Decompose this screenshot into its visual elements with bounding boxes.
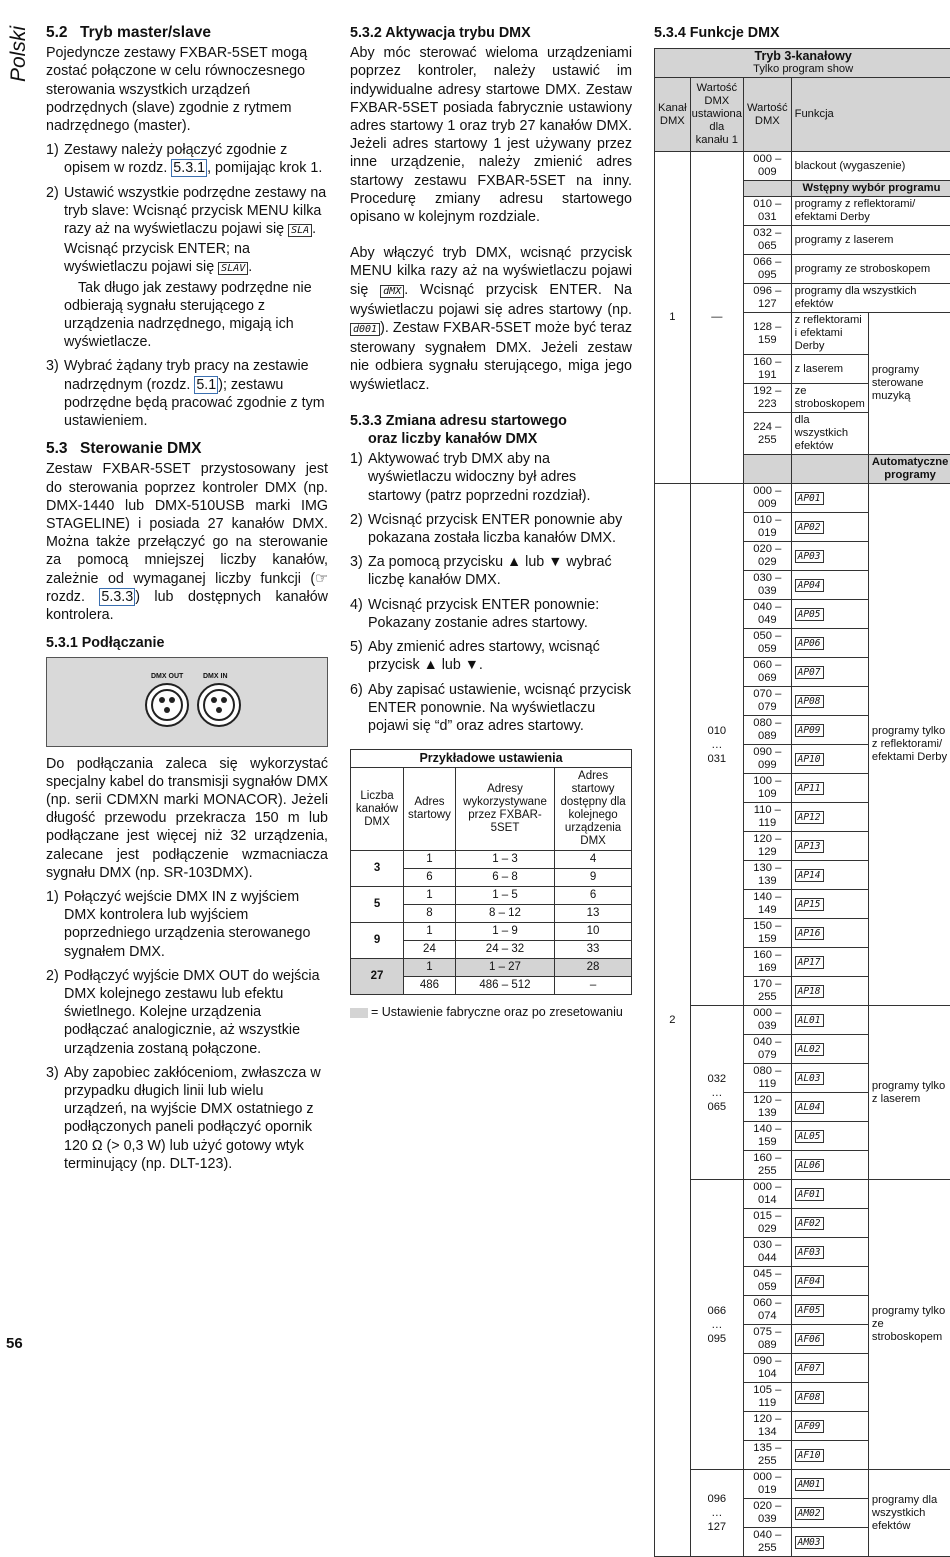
lcd-cell (791, 1151, 868, 1180)
lcd-program-display: AM03 (795, 1536, 824, 1549)
dmx-value-cell: 060 – 069 (744, 658, 792, 687)
channel-1-label: 1 (655, 152, 691, 484)
auto-programs-heading: Automatyczne programy (868, 455, 950, 484)
dmx-value-cell: 096 – 127 (744, 284, 792, 313)
dmx-value-cell: 140 – 159 (744, 1122, 792, 1151)
lcd-program-display: AP10 (795, 753, 824, 766)
dmx-value-cell: 160 – 255 (744, 1151, 792, 1180)
dmx-functions-table (654, 48, 950, 1557)
lcd-program-display: AL03 (795, 1072, 824, 1085)
example-table-header: Adres startowy dostępny dla kolejnego urządzenia DMX (555, 768, 632, 851)
lcd-program-display: AP06 (795, 637, 824, 650)
section-5-3-1-heading: 5.3.1 Podłączanie (46, 634, 328, 652)
dmx-value-cell: 000 – 009 (744, 152, 792, 181)
header-value: Wartość DMX (744, 78, 792, 152)
lcd-program-display: AF02 (795, 1217, 824, 1230)
lcd-cell (791, 774, 868, 803)
address-step: 2) Wcisnąć przycisk ENTER ponownie aby pokazana została liczba kanałów DMX. (350, 511, 632, 547)
example-table-header: Adres startowy (404, 768, 456, 851)
dmx-value-cell: 128 – 159 (744, 313, 792, 355)
lcd-program-display: AF01 (795, 1188, 824, 1201)
lcd-display-slav: SLAV (218, 262, 248, 275)
lcd-program-display: AP09 (795, 724, 824, 737)
lcd-program-display: AP16 (795, 927, 824, 940)
dmx-connector-panel (46, 657, 328, 747)
section-5-3-text: Zestaw FXBAR-5SET przystosowany jest do sterowania poprzez kontroler DMX (np. DMX-1440 lub DMX-510USB marki IMG STAGELINE) i posiada 27 kanałów DMX. Można także przełączyć go na sterowanie za pomocą mniejszej liczby kanałów, zależnie od wymaganej liczby funkcji (☞ rozdz. 5.3.3 ) lub dostępnych kanałów kontrolera. (46, 460, 328, 624)
dmx-value-cell: 066 – 095 (744, 255, 792, 284)
lcd-cell (791, 542, 868, 571)
lcd-program-display: AL02 (795, 1043, 824, 1056)
section-5-3-4-heading: 5.3.4 Funkcje DMX (654, 24, 936, 42)
dmx-value-cell: 050 – 059 (744, 629, 792, 658)
lcd-program-display: AP17 (795, 956, 824, 969)
lcd-program-display: AP18 (795, 985, 824, 998)
lcd-cell (791, 803, 868, 832)
lcd-program-display: AL05 (795, 1130, 824, 1143)
channel-1-range-cell (690, 1470, 743, 1557)
lcd-cell (791, 1180, 868, 1209)
column-2 (350, 20, 632, 1021)
lcd-cell (791, 1006, 868, 1035)
range-part: … (694, 738, 740, 752)
lcd-program-display: AM01 (795, 1478, 824, 1491)
auto-program-row (655, 1180, 950, 1209)
section-5-3-2-heading: 5.3.2 Aktywacja trybu DMX (350, 24, 632, 42)
dmx-value-cell: 160 – 191 (744, 355, 792, 384)
channel-1-range-cell (690, 1006, 743, 1180)
dmx-value-cell: 010 – 019 (744, 513, 792, 542)
lcd-cell (791, 1238, 868, 1267)
dmx-value-cell: 170 – 255 (744, 977, 792, 1006)
page-number: 56 (6, 1335, 23, 1352)
lcd-cell (791, 1470, 868, 1499)
lcd-cell (791, 1412, 868, 1441)
header-value-ch1: Wartość DMX ustawiona dla kanału 1 (690, 78, 743, 152)
example-table-cell: 486 (404, 977, 456, 995)
lcd-program-display: AP13 (795, 840, 824, 853)
dmx-value-cell: 105 – 119 (744, 1383, 792, 1412)
example-table-cell: 1 – 9 (455, 923, 554, 941)
range-part: 066 (694, 1304, 740, 1318)
function-cell: programy dla wszystkich efektów (791, 284, 950, 313)
example-table-cell: 486 – 512 (455, 977, 554, 995)
range-part: 127 (694, 1520, 740, 1534)
function-cell: programy z laserem (791, 226, 950, 255)
example-table-row (351, 851, 632, 869)
dmx-value-cell: 000 – 014 (744, 1180, 792, 1209)
dmx-in-connector-icon (197, 683, 241, 727)
lcd-cell (791, 600, 868, 629)
range-part: 095 (694, 1332, 740, 1346)
lcd-program-display: AL01 (795, 1014, 824, 1027)
section-5-3-2-p1: Aby móc sterować wieloma urządzeniami poprzez kontroler, należy ustawić im indywidualne adresy startowe DMX. Zestaw FXBAR-5SET posiada fabrycznie ustawiony adres startowy 1 oraz tryb 27 kanałów DMX. Jeżeli adres startowy 1 jest używany przez inne urządzenie, należy zmienić adres startowy zestawu FXBAR-5SET na inny. Procedurę zmiany adresu startowego opisano w kolejnym rozdziale. (350, 44, 632, 226)
channel-count-cell: 27 (351, 959, 404, 995)
lcd-program-display: AP04 (795, 579, 824, 592)
example-table-cell: 6 (555, 887, 632, 905)
channel-1-dash: — (690, 152, 743, 484)
program-group-description: programy tylko ze stroboskopem (868, 1180, 950, 1470)
dmx-value-cell: 040 – 079 (744, 1035, 792, 1064)
dmx-value-cell: 150 – 159 (744, 919, 792, 948)
xref-5-3-3[interactable]: 5.3.3 (99, 588, 135, 606)
lcd-cell (791, 745, 868, 774)
auto-spacer (791, 455, 868, 484)
dmx-value-cell: 224 – 255 (744, 413, 792, 455)
dmx-value-cell: 045 – 059 (744, 1267, 792, 1296)
step-2: 2) Ustawić wszystkie podrzędne zestawy na tryb slave: Wcisnąć przycisk MENU kilka razy aż na wyświetlaczu pojawi się SLA . Wcisnąć przycisk ENTER; na wyświetlaczu pojawi się SLAV . Tak długo jak zestawy podrzędne nie odbierają sygnału sterującego z urządzenia nadrzędnego, migają ich wyświetlacze. (46, 184, 328, 352)
auto-program-row (655, 1006, 950, 1035)
lcd-cell (791, 919, 868, 948)
example-table-cell: 1 – 3 (455, 851, 554, 869)
preselect-spacer (744, 181, 792, 197)
music-programs-label: programy sterowane muzyką (868, 313, 950, 455)
dmx-out-connector-icon (145, 683, 189, 727)
program-group-description: programy tylko z laserem (868, 1006, 950, 1180)
dmx-value-cell: 090 – 099 (744, 745, 792, 774)
lcd-cell (791, 513, 868, 542)
function-cell: programy z reflektorami/ efektami Derby (791, 197, 950, 226)
dmx-value-cell: 160 – 169 (744, 948, 792, 977)
lcd-program-display: AF09 (795, 1420, 824, 1433)
function-cell: programy ze stroboskopem (791, 255, 950, 284)
function-cell: z laserem (791, 355, 868, 384)
lcd-cell (791, 1035, 868, 1064)
lcd-program-display: AP12 (795, 811, 824, 824)
address-step: 5) Aby zmienić adres startowy, wcisnąć przycisk ▲ lub ▼. (350, 638, 632, 674)
example-table-cell: 33 (555, 941, 632, 959)
dmx-value-cell: 020 – 039 (744, 1499, 792, 1528)
lcd-cell (791, 1209, 868, 1238)
example-table-cell: 1 (404, 923, 456, 941)
lcd-program-display: AF08 (795, 1391, 824, 1404)
factory-default-legend: = Ustawienie fabryczne oraz po zresetowaniu (350, 1003, 632, 1021)
example-table-header: Liczba kanałów DMX (351, 768, 404, 851)
lcd-cell (791, 484, 868, 513)
example-table-row (351, 923, 632, 941)
section-5-2-heading: 5.2 Tryb master/slave (46, 24, 328, 42)
lcd-cell (791, 1093, 868, 1122)
lcd-program-display: AF04 (795, 1275, 824, 1288)
conn-step-1: 1) Połączyć wejście DMX IN z wyjściem DMX kontrolera lub wyjściem poprzedniego urządzenia sterowanego sygnałem DMX. (46, 888, 328, 961)
address-step: 3) Za pomocą przycisku ▲ lub ▼ wybrać liczbę kanałów DMX. (350, 553, 632, 589)
conn-step-2: 2) Podłączyć wyjście DMX OUT do wejścia DMX kolejnego zestawu lub efektu świetlnego. Kolejne urządzenia podłączać analogicznie, aż wszystkie urządzenia zostaną połączone. (46, 967, 328, 1058)
channel-2-label: 2 (655, 484, 691, 1557)
range-part: 010 (694, 724, 740, 738)
lcd-cell (791, 1296, 868, 1325)
example-table-cell: 8 – 12 (455, 905, 554, 923)
address-step: 1) Aktywować tryb DMX aby na wyświetlaczu widoczny był adres startowy (patrz poprzedni rozdział). (350, 450, 632, 505)
dmx-value-cell: 110 – 119 (744, 803, 792, 832)
lcd-cell (791, 658, 868, 687)
dmx-value-cell: 135 – 255 (744, 1441, 792, 1470)
lcd-program-display: AF05 (795, 1304, 824, 1317)
xref-5-1[interactable]: 5.1 (194, 376, 218, 394)
example-table-cell: 1 (404, 887, 456, 905)
lcd-program-display: AL06 (795, 1159, 824, 1172)
address-step: 4) Wcisnąć przycisk ENTER ponownie: Pokazany zostanie adres startowy. (350, 596, 632, 632)
example-table-cell: – (555, 977, 632, 995)
dmx-value-cell: 030 – 044 (744, 1238, 792, 1267)
dmx-value-cell: 130 – 139 (744, 861, 792, 890)
program-group-description: programy dla wszystkich efektów (868, 1470, 950, 1557)
section-5-3-heading: 5.3 Sterowanie DMX (46, 440, 328, 458)
lcd-cell (791, 948, 868, 977)
range-part: 065 (694, 1100, 740, 1114)
auto-program-row (655, 484, 950, 513)
example-settings-table (350, 749, 632, 995)
lcd-program-display: AM02 (795, 1507, 824, 1520)
function-cell: blackout (wygaszenie) (791, 152, 950, 181)
lcd-cell (791, 1354, 868, 1383)
example-table-cell: 9 (555, 869, 632, 887)
dmx-value-cell: 192 – 223 (744, 384, 792, 413)
address-steps (350, 450, 632, 735)
dmx-value-cell: 120 – 129 (744, 832, 792, 861)
range-part: 096 (694, 1492, 740, 1506)
range-part: 032 (694, 1072, 740, 1086)
channel-1-range-cell (690, 484, 743, 1006)
language-tab: Polski (3, 16, 33, 86)
example-table-header: Adresy wykorzystywane przez FXBAR-5SET (455, 768, 554, 851)
dmx-out-label: DMX OUT (151, 668, 183, 686)
dmx-value-cell: 040 – 049 (744, 600, 792, 629)
lcd-program-display: AP07 (795, 666, 824, 679)
lcd-program-display: AF07 (795, 1362, 824, 1375)
master-slave-steps (46, 141, 328, 430)
lcd-cell (791, 832, 868, 861)
column-1 (46, 20, 328, 1181)
lcd-cell (791, 629, 868, 658)
example-table-cell: 6 (404, 869, 456, 887)
channel-count-cell: 5 (351, 887, 404, 923)
dmx-value-cell: 000 – 009 (744, 484, 792, 513)
lcd-program-display: AF06 (795, 1333, 824, 1346)
lcd-program-display: AF03 (795, 1246, 824, 1259)
dmx-value-cell: 040 – 255 (744, 1528, 792, 1557)
dmx-value-cell: 140 – 149 (744, 890, 792, 919)
lcd-program-display: AP11 (795, 782, 824, 795)
example-table-cell: 10 (555, 923, 632, 941)
mode-subtitle: Tylko program show (658, 63, 948, 76)
program-group-description: programy tylko z reflektorami/ efektami Derby (868, 484, 950, 1006)
lcd-cell (791, 1499, 868, 1528)
lcd-cell (791, 861, 868, 890)
example-table-cell: 28 (555, 959, 632, 977)
mode-title: Tryb 3-kanałowy (658, 50, 948, 63)
preselect-heading: Wstępny wybór programu (791, 181, 950, 197)
lcd-program-display: AP15 (795, 898, 824, 911)
example-table-cell: 24 – 32 (455, 941, 554, 959)
section-5-2-intro: Pojedyncze zestawy FXBAR-5SET mogą zostać połączone w celu równoczesnego sterowania wszystkich urządzeń podrzędnych (slave) zgodnie z rytmem nadrzędnego (master). (46, 44, 328, 135)
step-3: 3) Wybrać żądany tryb pracy na zestawie nadrzędnym (rozdz. 5.1 ); zestawu podrzędne będą pracować zgodnie z tym ustawieniem. (46, 357, 328, 430)
dmx-value-cell: 032 – 065 (744, 226, 792, 255)
auto-program-row (655, 1470, 950, 1499)
dmx-value-cell: 070 – 079 (744, 687, 792, 716)
dmx-value-cell: 060 – 074 (744, 1296, 792, 1325)
example-table-row (351, 959, 632, 977)
lcd-program-display: AP08 (795, 695, 824, 708)
dmx-value-cell: 080 – 119 (744, 1064, 792, 1093)
lcd-cell (791, 1064, 868, 1093)
address-step: 6) Aby zapisać ustawienie, wcisnąć przycisk ENTER ponownie. Na wyświetlaczu pojawi się “d” oraz adres startowy. (350, 681, 632, 736)
example-table-cell: 1 – 5 (455, 887, 554, 905)
lcd-cell (791, 1441, 868, 1470)
lcd-cell (791, 977, 868, 1006)
lcd-cell (791, 1528, 868, 1557)
lcd-program-display: AL04 (795, 1101, 824, 1114)
column-3 (654, 20, 936, 1557)
lcd-cell (791, 716, 868, 745)
example-table-cell: 8 (404, 905, 456, 923)
dmx-value-cell: 120 – 134 (744, 1412, 792, 1441)
xref-5-3-1[interactable]: 5.3.1 (171, 159, 207, 177)
lcd-cell (791, 890, 868, 919)
auto-spacer (744, 455, 792, 484)
example-table-cell: 1 (404, 959, 456, 977)
example-table-cell: 4 (555, 851, 632, 869)
example-table-cell: 6 – 8 (455, 869, 554, 887)
lcd-cell (791, 1267, 868, 1296)
grey-swatch-icon (350, 1008, 368, 1018)
connection-steps (46, 888, 328, 1173)
dmx-in-label: DMX IN (203, 668, 228, 686)
lcd-program-display: AP02 (795, 521, 824, 534)
dmx-value-cell: 015 – 029 (744, 1209, 792, 1238)
lcd-cell (791, 687, 868, 716)
step-1: 1) Zestawy należy połączyć zgodnie z opisem w rozdz. 5.3.1 , pomijając krok 1. (46, 141, 328, 177)
range-part: 031 (694, 752, 740, 766)
mode-title-cell (655, 49, 950, 78)
header-channel: Kanał DMX (655, 78, 691, 152)
lcd-display-d001: d001 (350, 323, 380, 336)
dmx-value-cell: 000 – 039 (744, 1006, 792, 1035)
section-5-3-1-text: Do podłączania zaleca się wykorzystać specjalny kabel do transmisji sygnałów DMX (np. serii CDMXN marki MONACOR). Jeżeli długość przewodu przekracza 150 m lub podłączane jest więcej niż 32 urządzenia, zalecane jest podłączenie wzmacniacza sygnału DMX (np. SR-103DMX). (46, 755, 328, 882)
section-5-3-2-p2: Aby włączyć tryb DMX, wcisnąć przycisk MENU kilka razy aż na wyświetlaczu pojawi się dMX . Wcisnąć przycisk ENTER. Na wyświetlaczu pojawi się adres startowy (np. d001 ). Zestaw FXBAR-5SET może być teraz sterowany sygnałem DMX. Jeżeli zestaw nie odbiera sygnału sterującego, miga jego wyświetlacz. (350, 244, 632, 394)
lcd-program-display: AP05 (795, 608, 824, 621)
header-function: Funkcja (791, 78, 950, 152)
function-cell: ze stroboskopem (791, 384, 868, 413)
lcd-cell (791, 1325, 868, 1354)
dmx-value-cell: 000 – 019 (744, 1470, 792, 1499)
function-cell: dla wszystkich efektów (791, 413, 868, 455)
lcd-cell (791, 1383, 868, 1412)
channel-1-range-cell (690, 1180, 743, 1470)
lcd-program-display: AP01 (795, 492, 824, 505)
lcd-display-sla: SLA (288, 224, 312, 237)
example-table-cell: 13 (555, 905, 632, 923)
lcd-cell (791, 1122, 868, 1151)
range-part: … (694, 1318, 740, 1332)
dmx-value-cell: 020 – 029 (744, 542, 792, 571)
example-table-cell: 24 (404, 941, 456, 959)
section-5-3-3-heading: 5.3.3 Zmiana adresu startowego oraz liczby kanałów DMX (350, 412, 632, 448)
example-table-cell: 1 (404, 851, 456, 869)
range-part: … (694, 1506, 740, 1520)
lcd-cell (791, 571, 868, 600)
dmx-value-cell: 090 – 104 (744, 1354, 792, 1383)
dmx-value-cell: 100 – 109 (744, 774, 792, 803)
dmx-value-cell: 010 – 031 (744, 197, 792, 226)
lcd-display-dmx: dMX (380, 285, 404, 298)
lcd-program-display: AP03 (795, 550, 824, 563)
example-table-row (351, 887, 632, 905)
dmx-value-cell: 080 – 089 (744, 716, 792, 745)
channel-count-cell: 9 (351, 923, 404, 959)
lcd-program-display: AF10 (795, 1449, 824, 1462)
conn-step-3: 3) Aby zapobiec zakłóceniom, zwłaszcza w przypadku długich linii lub wielu urządzeń, na wyjście DMX ostatniego z podłączonych paneli podłączyć opornik 120 Ω (> 0,3 W) lub użyć gotowy wtyk terminujący (np. DLT-123). (46, 1064, 328, 1173)
dmx-value-cell: 030 – 039 (744, 571, 792, 600)
lcd-program-display: AP14 (795, 869, 824, 882)
dmx-value-cell: 075 – 089 (744, 1325, 792, 1354)
example-table-title: Przykładowe ustawienia (351, 750, 632, 768)
dmx-value-cell: 120 – 139 (744, 1093, 792, 1122)
step-2-note: Tak długo jak zestawy podrzędne nie odbierają sygnału sterującego z urządzenia nadrzędnego, migają ich wyświetlacze. (64, 279, 328, 352)
channel-count-cell: 3 (351, 851, 404, 887)
range-part: … (694, 1086, 740, 1100)
example-table-cell: 1 – 27 (455, 959, 554, 977)
function-cell: z reflektorami i efektami Derby (791, 313, 868, 355)
